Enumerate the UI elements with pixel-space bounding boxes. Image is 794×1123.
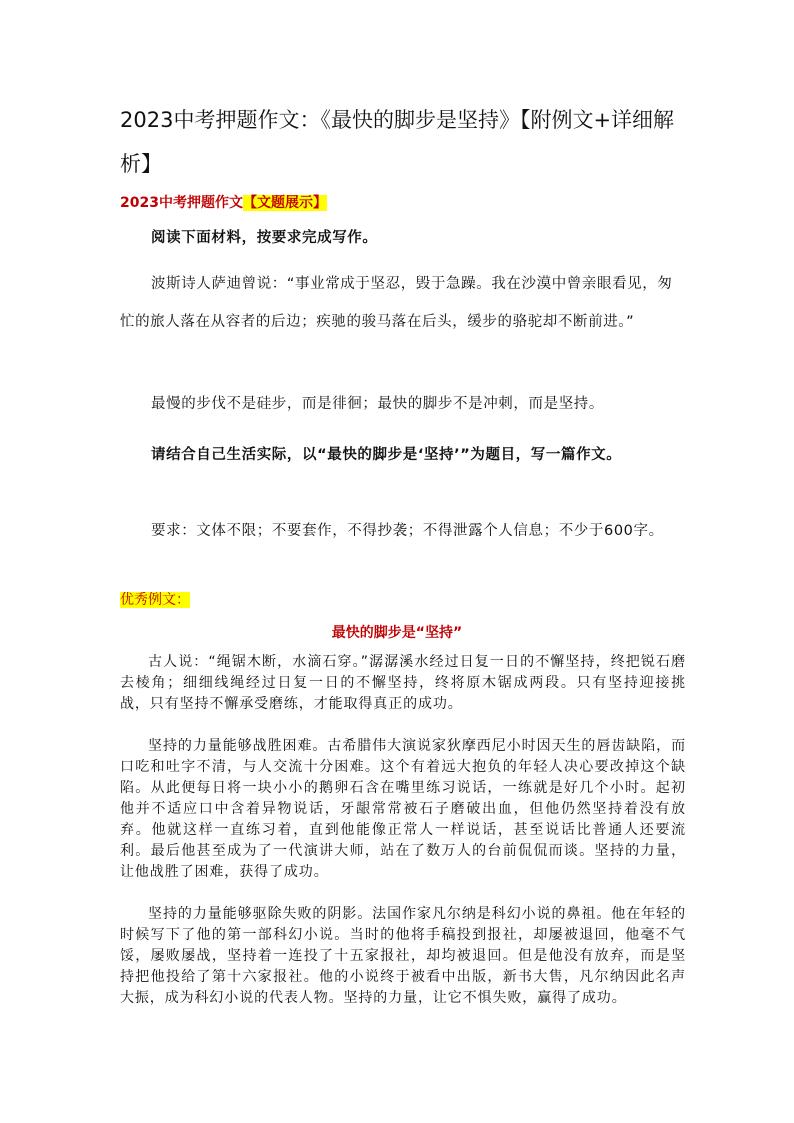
essay-paragraph-3: 坚持的力量能够驱除失败的阴影。法国作家凡尔纳是科幻小说的鼻祖。他在年轻的时候写下了他的第一部科幻小说。当时的他将手稿投到报社，却屡被退回，他毫不气馁，屡败屡战，坚持着一连投了十五家报社，却均被退回。但是他没有放弃，而是坚持把他投给了第十六家报社。他的小说终于被看中出版，新书大售，凡尔纳因此名声大振，成为科幻小说的代表人物。坚持的力量，让它不惧失败，赢得了成功。: [120, 906, 686, 1006]
essay-paragraph-2: 坚持的力量能够战胜困难。古希腊伟大演说家狄摩西尼小时因天生的唇齿缺陷，而口吃和吐字不清，与人交流十分困难。这个有着远大抱负的年轻人决心要改掉这个缺陷。从此便每日将一块小小的鹅卵石含在嘴里练习说话，一练就是好几个小时。起初他并不适应口中含着异物说话，牙龈常常被石子磨破出血，但他仍然坚持着没有放弃。他就这样一直练习着，直到他能像正常人一样说话，甚至说话比普通人还要流利。最后他甚至成为了一代演讲大师，站在了数万人的台前侃侃而谈。坚持的力量，让他战胜了困难，获得了成功。: [120, 738, 686, 880]
prompt-instruction: 阅读下面材料，按要求完成写作。: [151, 230, 378, 246]
essay-paragraph-1: 古人说：“绳锯木断，水滴石穿。”潺潺溪水经过日复一日的不懈坚持，终把锐石磨去棱角；细细线绳经过日复一日的不懈坚持，终将原木锯成两段。只有坚持迎接挑战，只有坚持不懈承受磨练，才能取得真正的成功。: [120, 654, 686, 712]
section-label-prompt: [120, 192, 327, 214]
page-title: 2023中考押题作文：《最快的脚步是坚持》【附例文+详细解析】: [120, 108, 675, 176]
prompt-reflection: 最慢的步伐不是硅步，而是徘徊；最快的脚步不是冲刺，而是坚持。: [151, 396, 604, 412]
prompt-task: 请结合自己生活实际，以“最快的脚步是‘坚持’”为题目，写一篇作文。: [151, 447, 622, 463]
prompt-requirements: 要求：文体不限；不要套作，不得抄袭；不得泄露个人信息；不少于600字。: [151, 523, 664, 539]
section-label-prefix: 2023中考押题作文: [120, 195, 243, 211]
essay-title: 最快的脚步是“坚持”: [331, 625, 463, 641]
sample-essay-label: 优秀例文：: [120, 592, 190, 608]
section-label-highlight: 【文题展示】: [242, 195, 327, 211]
prompt-quote: 波斯诗人萨迪曾说：“事业常成于坚忍，毁于急躁。我在沙漠中曾亲眼看见，匆忙的旅人落在从容者的后边；疾驰的骏马落在后头，缓步的骆驼却不断前进。”: [120, 276, 673, 330]
